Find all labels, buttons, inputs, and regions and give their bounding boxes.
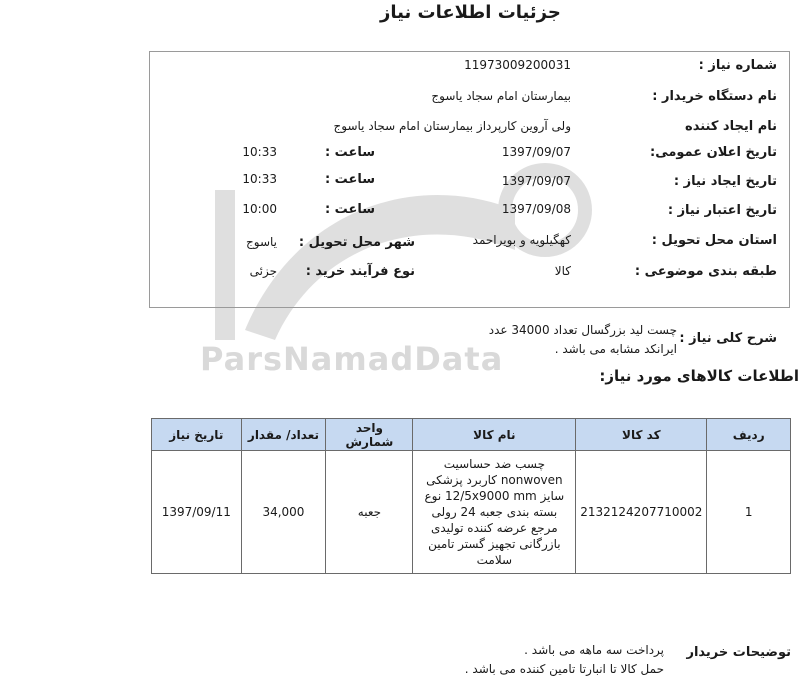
create-date-value: 1397/09/07	[501, 174, 571, 188]
watermark-text: ParsNamadData	[200, 340, 504, 378]
cell-unit: جعبه	[326, 451, 413, 574]
city-value: یاسوج	[246, 235, 277, 249]
announce-time-label: ساعت :	[324, 145, 375, 160]
summary-line-2: ایرانکد مشابه می باشد .	[554, 342, 677, 356]
header-code: کد کالا	[576, 419, 707, 451]
valid-time-value: 10:00	[242, 202, 277, 216]
summary-line-1: چست لید بزرگسال تعداد 34000 عدد	[488, 323, 677, 337]
cell-name: چسب ضد حساسیت nonwoven کاربرد پزشکی سایز 12/5x9000 mm نوع بسته بندی جعبه 24 رولی مرجع عرضه کننده تولیدی بازرگانی تجهیز گستر تامین سلامت	[413, 451, 576, 574]
header-unit: واحد شمارش	[326, 419, 413, 451]
buyer-notes-line-1: پرداخت سه ماهه می باشد .	[524, 643, 664, 657]
page-title: جزئیات اطلاعات نیاز	[380, 2, 561, 23]
announce-date-value: 1397/09/07	[501, 145, 571, 159]
category-label: طبقه بندی موضوعی :	[634, 264, 777, 279]
province-value: کهگیلویه و بویراحمد	[472, 233, 571, 247]
process-label: نوع فرآیند خرید :	[305, 264, 415, 279]
create-date-label: تاریخ ایجاد نیاز :	[673, 174, 777, 189]
province-label: استان محل تحویل :	[651, 233, 777, 248]
header-date: تاریخ نیاز	[152, 419, 242, 451]
create-time-value: 10:33	[242, 172, 277, 186]
goods-section-title: اطلاعات کالاهای مورد نیاز:	[599, 367, 799, 385]
header-row-number: ردیف	[707, 419, 791, 451]
creator-value: ولی آروین کارپرداز بیمارستان امام سجاد یاسوج	[333, 119, 571, 133]
summary-label: شرح کلی نیاز :	[679, 331, 777, 346]
buyer-value: بیمارستان امام سجاد یاسوج	[431, 89, 571, 103]
buyer-notes-line-2: حمل کالا تا انبارتا تامین کننده می باشد .	[464, 662, 664, 676]
cell-row-number: 1	[707, 451, 791, 574]
category-value: کالا	[554, 264, 571, 278]
need-number-label: شماره نیاز :	[698, 58, 777, 73]
valid-time-label: ساعت :	[324, 202, 375, 217]
header-qty: تعداد/ مقدار	[241, 419, 326, 451]
buyer-label: نام دستگاه خریدار :	[652, 89, 777, 104]
cell-code: 2132124207710002	[576, 451, 707, 574]
cell-qty: 34,000	[241, 451, 326, 574]
valid-date-value: 1397/09/08	[501, 202, 571, 216]
table-row	[152, 451, 791, 574]
process-value: جزئی	[249, 264, 277, 278]
announce-date-label: تاریخ اعلان عمومی:	[650, 145, 777, 160]
need-number-value: 11973009200031	[464, 58, 571, 72]
create-time-label: ساعت :	[324, 172, 375, 187]
goods-table	[151, 418, 791, 574]
header-name: نام کالا	[413, 419, 576, 451]
city-label: شهر محل تحویل :	[298, 235, 415, 250]
valid-date-label: تاریخ اعتبار نیاز :	[667, 203, 777, 218]
cell-date: 1397/09/11	[152, 451, 242, 574]
creator-label: نام ایجاد کننده	[685, 119, 777, 134]
announce-time-value: 10:33	[242, 145, 277, 159]
buyer-notes-label: توضیحات خریدار	[686, 645, 791, 660]
